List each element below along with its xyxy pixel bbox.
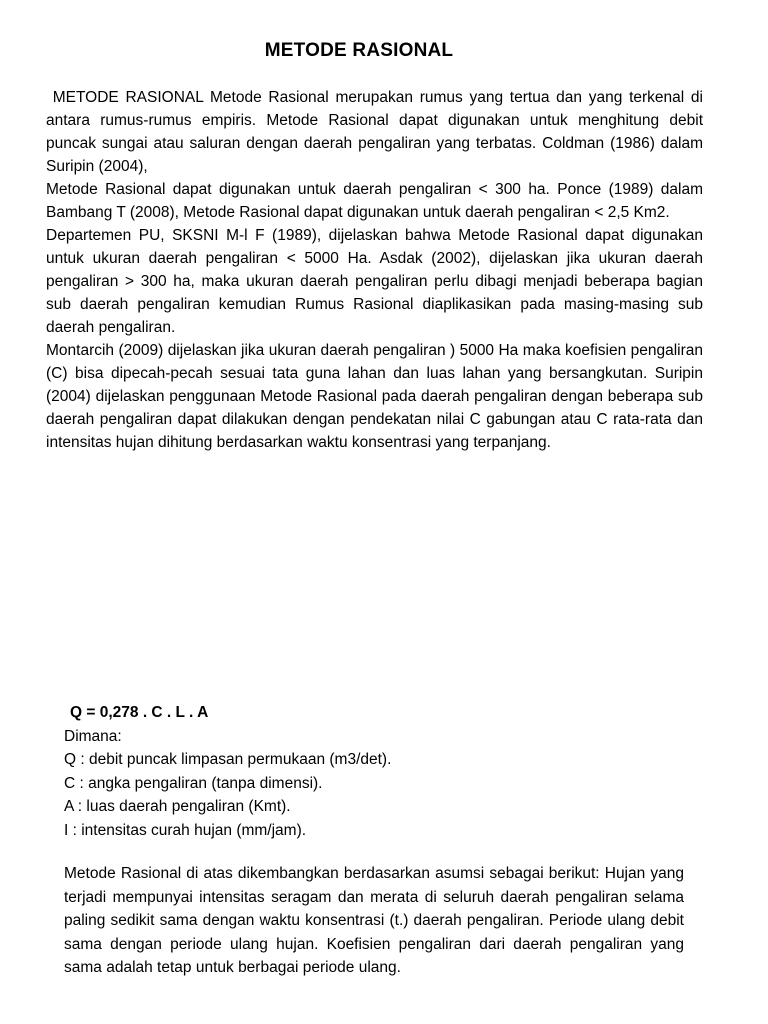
paragraph: Metode Rasional dapat digunakan untuk daerah pengaliran < 300 ha. Ponce (1989) dalam Bambang T (2008), Metode Rasional dapat digunakan untuk daerah pengaliran < 2,5 Km2. bbox=[46, 181, 703, 221]
paragraph: METODE RASIONAL Metode Rasional merupakan rumus yang tertua dan yang terkenal di antara rumus-rumus empiris. Metode Rasional dapat digunakan untuk menghitung debit puncak sungai atau saluran dengan daerah pengaliran yang terbatas. Coldman (1986) dalam Suripin (2004), bbox=[46, 89, 703, 175]
definition-item: Q : debit puncak limpasan permukaan (m3/det). bbox=[64, 751, 392, 768]
definition-item: I : intensitas curah hujan (mm/jam). bbox=[64, 821, 307, 839]
assumptions-section bbox=[64, 862, 684, 980]
intro-section bbox=[46, 86, 703, 454]
assumptions-paragraph: Metode Rasional di atas dikembangkan berdasarkan asumsi sebagai berikut: Hujan yang terjadi mempunyai intensitas seragam dan merata di seluruh daerah pengaliran selama paling sedikit sama dengan waktu konsentrasi (t.) daerah pengaliran. Periode ulang debit sama dengan periode ulang hujan. Koefisien pengaliran dari daerah pengaliran yang sama adalah tetap untuk berbagai periode ulang. bbox=[64, 865, 684, 976]
paragraph: Montarcih (2009) dijelaskan jika ukuran daerah pengaliran ) 5000 Ha maka koefisien pengaliran (C) bisa dipecah-pecah sesuai tata guna lahan dan luas lahan yang bersangkutan. Suripin (2004) dijelaskan penggunaan Metode Rasional pada daerah pengaliran dengan beberapa sub daerah pengaliran dapat dilakukan dengan pendekatan nilai C gabungan atau C rata-rata dan intensitas hujan dihitung berdasarkan waktu konsentrasi yang terpanjang. bbox=[46, 342, 703, 451]
definition-item: C : angka pengaliran (tanpa dimensi). bbox=[64, 774, 323, 792]
formula-section bbox=[64, 701, 664, 842]
where-label: Dimana: bbox=[64, 727, 122, 745]
page-title: METODE RASIONAL bbox=[264, 40, 454, 61]
formula: Q = 0,278 . C . L . A bbox=[70, 704, 209, 721]
definition-item: A : luas daerah pengaliran (Kmt). bbox=[64, 798, 291, 815]
paragraph: Departemen PU, SKSNI M-l F (1989), dijelaskan bahwa Metode Rasional dapat digunakan untuk ukuran daerah pengaliran < 5000 Ha. Asdak (2002), dijelaskan jika ukuran daerah pengaliran > 300 ha, maka ukuran daerah pengaliran perlu dibagi menjadi beberapa bagian sub daerah pengaliran kemudian Rumus Rasional diaplikasikan pada masing-masing sub daerah pengaliran. bbox=[46, 227, 703, 336]
